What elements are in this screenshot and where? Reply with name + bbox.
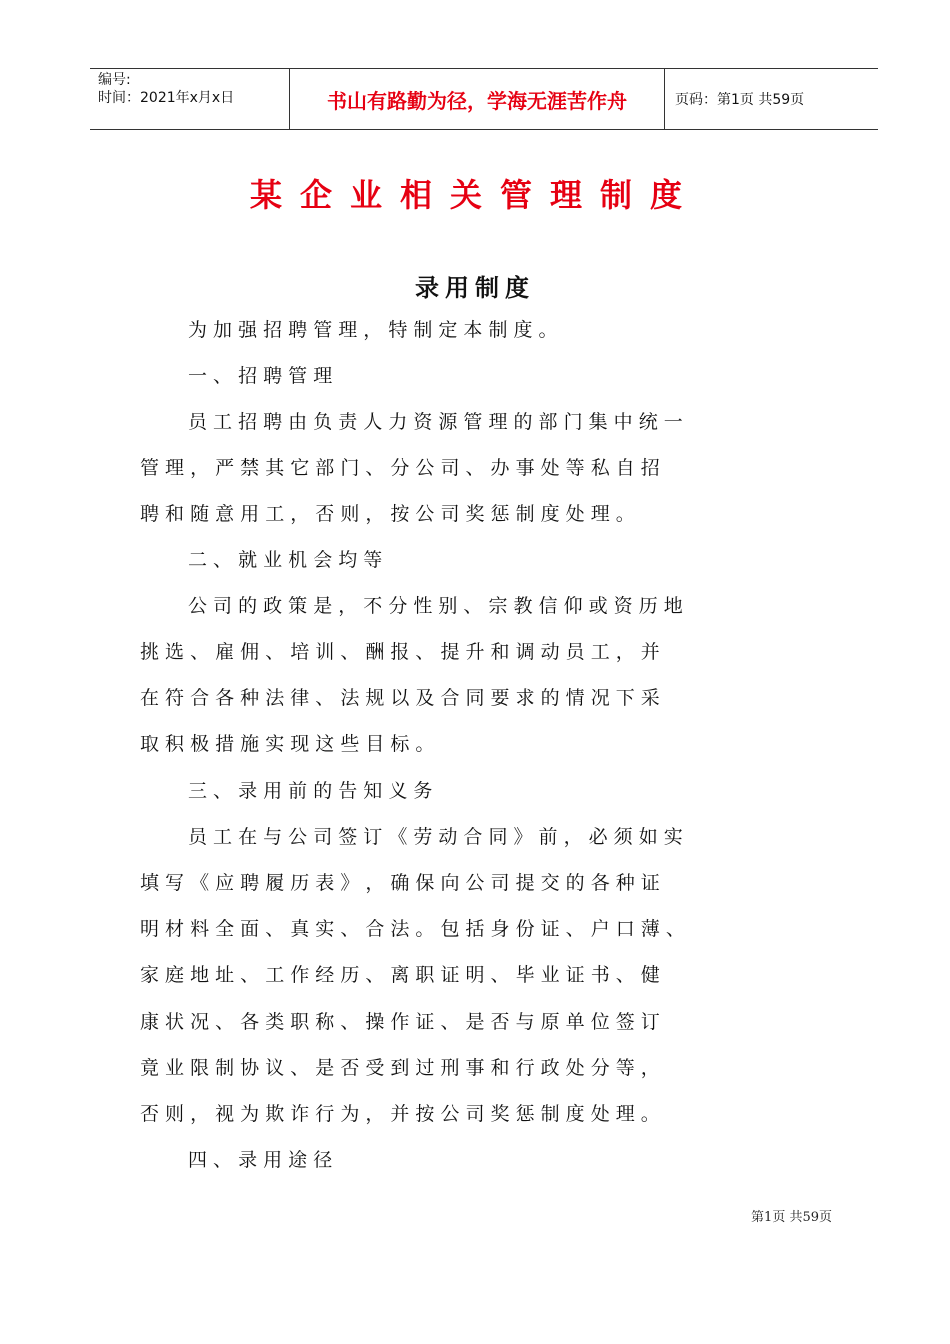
page-header	[90, 68, 878, 130]
paragraph-line: 在 符 合 各 种 法 律 、 法 规 以 及 合 同 要 求 的 情 况 下 采	[140, 687, 660, 709]
paragraph-line: 取 积 极 措 施 实 现 这 些 目 标 。	[140, 733, 435, 755]
section-title: 录用制度	[415, 274, 535, 302]
page-footer: 第1页 共59页	[751, 1210, 832, 1225]
time-label: 时间：2021年x月x日	[98, 90, 235, 106]
paragraph-line: 家 庭 地 址 、 工 作 经 历 、 离 职 证 明 、 毕 业 证 书 、 健	[140, 964, 660, 986]
heading-line: 三 、 录 用 前 的 告 知 义 务	[188, 780, 433, 802]
paragraph-line: 聘 和 随 意 用 工 ， 否 则 ， 按 公 司 奖 惩 制 度 处 理 。	[140, 503, 635, 525]
paragraph-line: 否 则 ， 视 为 欺 诈 行 为 ， 并 按 公 司 奖 惩 制 度 处 理 。	[140, 1103, 660, 1125]
header-meta	[90, 69, 290, 129]
heading-line: 一 、 招 聘 管 理	[188, 365, 333, 387]
number-label: 编号:	[98, 72, 131, 88]
paragraph-line: 员 工 在 与 公 司 签 订 《 劳 动 合 同 》 前 ， 必 须 如 实	[188, 826, 683, 848]
paragraph-line: 填 写 《 应 聘 履 历 表 》 ， 确 保 向 公 司 提 交 的 各 种 证	[140, 872, 660, 894]
paragraph-line: 挑 选 、 雇 佣 、 培 训 、 酬 报 、 提 升 和 调 动 员 工 ， 并	[140, 641, 660, 663]
heading-line: 四 、 录 用 途 径	[188, 1149, 333, 1171]
paragraph-line: 明 材 料 全 面 、 真 实 、 合 法 。 包 括 身 份 证 、 户 口 薄 、	[140, 918, 685, 940]
paragraph-line: 员 工 招 聘 由 负 责 人 力 资 源 管 理 的 部 门 集 中 统 一	[188, 411, 683, 433]
paragraph-line: 为 加 强 招 聘 管 理 ， 特 制 定 本 制 度 。	[188, 319, 558, 341]
header-motto: 书山有路勤为径，学海无涯苦作舟	[290, 69, 665, 129]
paragraph-line: 康 状 况 、 各 类 职 称 、 操 作 证 、 是 否 与 原 单 位 签 订	[140, 1011, 660, 1033]
paragraph-line: 公 司 的 政 策 是 ， 不 分 性 别 、 宗 教 信 仰 或 资 历 地	[188, 595, 683, 617]
header-page-info: 页码：第1页 共59页	[675, 92, 805, 108]
paragraph-line: 竟 业 限 制 协 议 、 是 否 受 到 过 刑 事 和 行 政 处 分 等 ，	[140, 1057, 660, 1079]
paragraph-line: 管 理 ， 严 禁 其 它 部 门 、 分 公 司 、 办 事 处 等 私 自 招	[140, 457, 660, 479]
document-title: 某企业相关管理制度	[249, 176, 700, 214]
heading-line: 二 、 就 业 机 会 均 等	[188, 549, 383, 571]
